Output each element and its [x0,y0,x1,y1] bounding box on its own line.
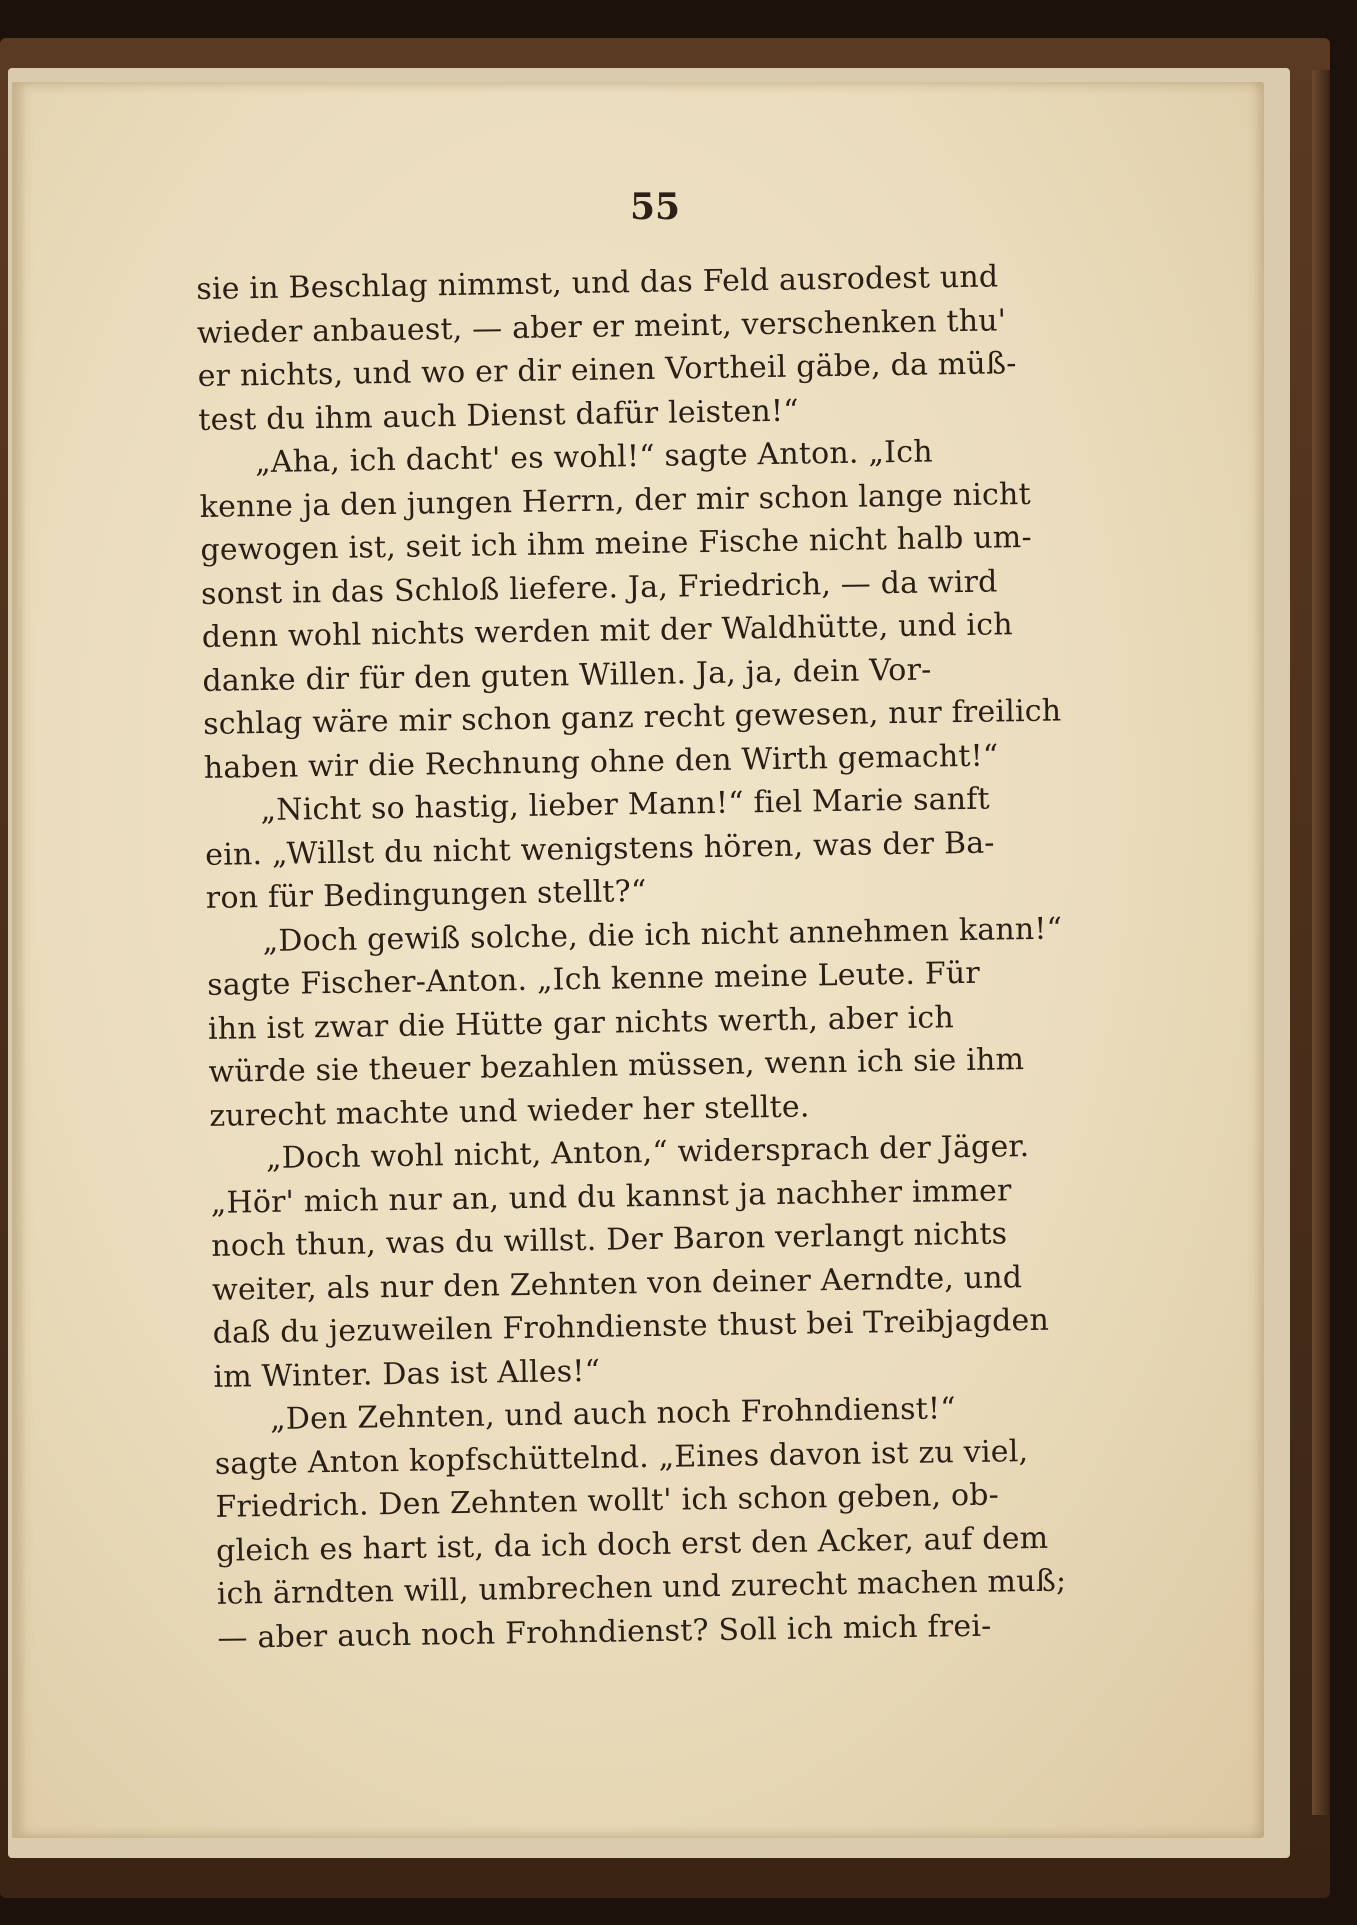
text-line: — aber auch noch Frohndienst? Soll ich mich frei- [217,1608,992,1656]
text-line: sie in Beschlag nimmst, und das Feld ausrodest und [196,259,999,307]
text-line: „Doch wohl nicht, Anton,“ widersprach der Jäger. [265,1129,1030,1177]
text-line: gewogen ist, seit ich ihm meine Fische nicht halb um- [200,519,1033,568]
text-line: kenne ja den jungen Herrn, der mir schon lange nicht [199,476,1032,525]
page-gutter [12,82,26,1838]
text-line: ihn ist zwar die Hütte gar nichts werth, aber ich [207,999,955,1047]
text-line: wieder anbauest, — aber er meint, verschenken thu' [196,302,1007,351]
text-line: ein. „Willst du nicht wenigstens hören, was der Ba- [204,825,995,873]
text-line: „Aha, ich dacht' es wohl!“ sagte Anton. „Ich [254,434,933,481]
text-line: würde sie theuer bezahlen müssen, wenn ich sie ihm [208,1042,1025,1090]
text-line: gleich es hart ist, da ich doch erst den Acker, auf dem [215,1520,1049,1569]
text-line: test du ihm auch Dienst dafür leisten!“ [198,393,799,438]
text-line: sonst in das Schloß liefere. Ja, Friedrich, — da wird [200,563,998,612]
text-line: „Den Zehnten, und auch noch Frohndienst!“ [269,1391,957,1437]
text-line: daß du jezuweilen Frohndienste thust bei Treibjagden [212,1302,1050,1351]
text-line: ron für Bedingungen stellt?“ [205,874,647,916]
text-line: schlag wäre mir schon ganz recht gewesen, nur freilich [202,693,1062,742]
text-line: ich ärndten will, umbrechen und zurecht machen muß; [216,1563,1067,1612]
text-line: zurecht machte und wieder her stellte. [209,1088,810,1134]
text-line: sagte Fischer-Anton. „Ich kenne meine Leute. Für [206,955,981,1003]
text-line: Friedrich. Den Zehnten wollt' ich schon geben, ob- [215,1477,1000,1525]
text-line: „Hör' mich nur an, und du kannst ja nachher immer [210,1172,1012,1221]
text-line: haben wir die Rechnung ohne den Wirth gemacht!“ [203,737,999,786]
body-text [196,253,1178,1660]
text-line: denn wohl nichts werden mit der Waldhütte, und ich [201,607,1013,655]
text-line: im Winter. Das ist Alles!“ [213,1353,601,1395]
text-line: sagte Anton kopfschüttelnd. „Eines davon ist zu viel, [214,1433,1029,1482]
text-line: „Nicht so hastig, lieber Mann!“ fiel Marie sanft [260,781,991,829]
page-number: 55 [629,186,681,228]
cover-edge [1312,70,1330,1815]
text-line: noch thun, was du willst. Der Baron verlangt nichts [211,1216,1008,1264]
text-line: danke dir für den guten Willen. Ja, ja, dein Vor- [202,652,932,699]
text-line: er nichts, und wo er dir einen Vortheil gäbe, da müß- [197,346,1017,394]
text-line: weiter, als nur den Zehnten von deiner Aerndte, und [211,1259,1023,1308]
text-line: „Doch gewiß solche, die ich nicht annehmen kann!“ [262,910,1063,959]
